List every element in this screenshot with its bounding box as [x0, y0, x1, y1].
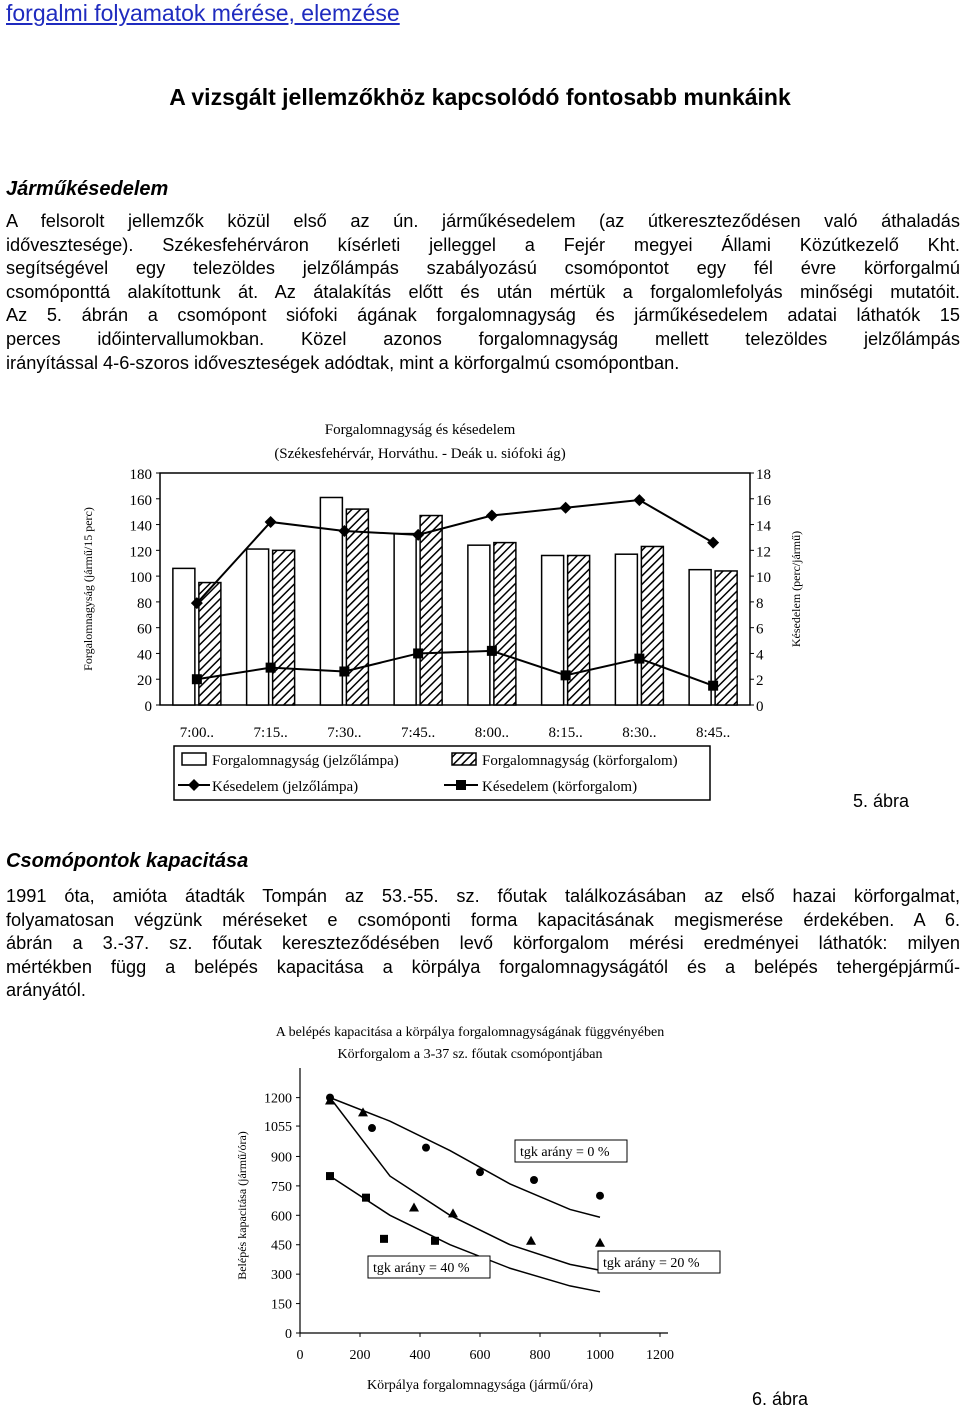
bar-korforgalom — [568, 555, 590, 705]
annotation-label: tgk arány = 20 % — [603, 1256, 700, 1271]
point-tgk-0 — [422, 1144, 430, 1152]
text-line: ábrán a 3.-37. sz. főutak kereszteződésében levő körforgalom mérési eredményei láthatók: milyen — [6, 933, 960, 954]
y-tick-label: 100 — [129, 570, 152, 587]
bar-korforgalom — [199, 583, 221, 705]
point-kesedelem-korforgalom — [266, 663, 276, 673]
text-line: arányától. — [6, 980, 86, 1001]
y-tick-label: 120 — [129, 544, 152, 561]
text-line: A felsorolt jellemzők közül első az ún. járműkésedelem (az útkereszteződésen való áthaladás — [6, 211, 960, 231]
fit-curve — [330, 1098, 600, 1271]
chart-title: Forgalomnagyság és késedelem — [324, 422, 516, 438]
point-kesedelem-korforgalom — [413, 648, 423, 658]
x-tick-label: 1000 — [586, 1348, 614, 1363]
bar-jelzolampa — [615, 554, 637, 705]
legend-swatch-jelzolampa — [182, 753, 206, 765]
point-tgk-0 — [368, 1124, 376, 1132]
y2-tick-label: 16 — [756, 492, 771, 509]
point-tgk-20 — [526, 1236, 536, 1245]
figure-caption-6: 6. ábra — [752, 1389, 809, 1409]
y-tick-label: 750 — [271, 1179, 292, 1195]
y-tick-label: 600 — [271, 1209, 292, 1225]
point-tgk-40 — [380, 1235, 388, 1243]
chart-title: A belépés kapacitása a körpálya forgalomnagyságának függvényében — [275, 1025, 665, 1040]
section-title-jarmukesedelem: Járműkésedelem — [6, 178, 169, 200]
y-axis-label: Forgalomnagyság (jármű/15 perc) — [81, 507, 95, 671]
text-line: mértékben függ a belépés kapacitása a körpálya forgalomnagyságától és a belépés tehergépjármű- — [6, 956, 960, 977]
point-tgk-0 — [530, 1176, 538, 1184]
traffic-delay-chart — [60, 410, 820, 810]
y-axis-label: Belépés kapacitása (jármű/óra) — [235, 1131, 249, 1280]
text-line: folyamatosan végzünk méréseket e csomóponti forma kapacitásának megismerése érdekében. A 6. — [6, 909, 960, 930]
point-kesedelem-korforgalom — [634, 654, 644, 664]
bar-jelzolampa — [542, 555, 564, 705]
y2-tick-label: 8 — [756, 595, 764, 612]
y-tick-label: 300 — [271, 1268, 292, 1284]
point-tgk-0 — [596, 1192, 604, 1200]
y-tick-label: 40 — [137, 647, 152, 664]
text-line: perces időintervallumokban. Közel azonos forgalomnagyság mellett telezöldes jelzőlámpás — [6, 328, 960, 349]
point-tgk-40 — [326, 1172, 334, 1180]
y-tick-label: 160 — [129, 492, 152, 509]
point-tgk-20 — [595, 1238, 605, 1247]
text-line: csomóponttá alakítottunk át. Az átalakítás előtt és után mértük a forgalomlefolyás minőségi mutatóit. — [6, 281, 960, 302]
bar-jelzolampa — [394, 534, 416, 705]
capacity-chart — [220, 1018, 740, 1403]
x-tick-label: 8:00.. — [474, 725, 509, 741]
bar-korforgalom — [494, 543, 516, 705]
y-tick-label: 80 — [137, 595, 152, 612]
x-tick-label: 800 — [529, 1348, 551, 1363]
chart-subtitle: Körforgalom a 3-37 sz. főutak csomópontjában — [337, 1047, 603, 1062]
text-line: segítségével egy telezöldes jelzőlámpás szabályozású csomópontot egy fél évre körforgalmú — [6, 258, 960, 279]
y2-tick-label: 6 — [756, 621, 764, 638]
annotation-label: tgk arány = 0 % — [520, 1145, 610, 1160]
y-tick-label: 0 — [285, 1327, 292, 1342]
legend-marker-korforgalom — [456, 780, 466, 790]
chart-subtitle: (Székesfehérvár, Horváthu. - Deák u. siófoki ág) — [274, 446, 566, 462]
page-title: A vizsgált jellemzőkhöz kapcsolódó fontosabb munkáink — [169, 84, 791, 110]
x-tick-label: 400 — [409, 1348, 431, 1363]
header-link[interactable]: forgalmi folyamatok mérése, elemzése — [6, 0, 400, 26]
legend-swatch-korforgalom — [452, 753, 476, 765]
bar-jelzolampa — [247, 549, 269, 705]
bar-korforgalom — [273, 550, 295, 705]
x-tick-label: 7:00.. — [179, 725, 214, 741]
x-tick-label: 8:15.. — [548, 725, 583, 741]
legend-label: Forgalomnagyság (jelzőlámpa) — [212, 753, 399, 769]
bar-korforgalom — [346, 509, 368, 705]
point-tgk-40 — [431, 1237, 439, 1245]
x-tick-label: 8:30.. — [622, 725, 657, 741]
y2-axis-label: Késedelem (perc/jármű) — [789, 530, 803, 648]
y2-tick-label: 4 — [756, 647, 764, 664]
text-line: 1991 óta, amióta átadták Tompán az 53.-55. sz. főutak találkozásában az első hazai körforgalmat, — [6, 886, 960, 906]
point-kesedelem-korforgalom — [708, 681, 718, 691]
x-tick-label: 7:45.. — [401, 725, 436, 741]
y2-tick-label: 10 — [756, 570, 771, 587]
legend-label: Késedelem (körforgalom) — [482, 779, 638, 795]
figure-caption-5: 5. ábra — [853, 791, 910, 811]
text-line: Az 5. ábrán a csomópont siófoki ágának forgalomnagyság és járműkésedelem adatai láthatók 15 — [6, 305, 960, 326]
y-tick-label: 1200 — [264, 1091, 292, 1107]
legend — [174, 746, 710, 800]
point-tgk-20 — [448, 1208, 458, 1217]
y-tick-label: 1055 — [264, 1120, 292, 1136]
y2-tick-label: 14 — [756, 518, 771, 535]
bar-jelzolampa — [173, 568, 195, 705]
y2-tick-label: 0 — [756, 699, 764, 715]
x-tick-label: 8:45.. — [696, 725, 731, 741]
y2-tick-label: 12 — [756, 544, 771, 561]
section1-paragraph — [6, 210, 960, 375]
x-axis-label: Körpálya forgalomnagysága (jármű/óra) — [367, 1378, 593, 1393]
x-tick-label: 7:15.. — [253, 725, 288, 741]
y-tick-label: 60 — [137, 621, 152, 638]
point-kesedelem-korforgalom — [192, 674, 202, 684]
point-tgk-0 — [476, 1168, 484, 1176]
bar-korforgalom — [641, 546, 663, 705]
y-tick-label: 140 — [129, 518, 152, 535]
bar-korforgalom — [420, 516, 442, 705]
x-tick-label: 7:30.. — [327, 725, 362, 741]
y2-tick-label: 2 — [756, 673, 764, 690]
y-tick-label: 150 — [271, 1297, 292, 1313]
legend-label: Forgalomnagyság (körforgalom) — [482, 753, 678, 769]
text-line: idővesztesége). Székesfehérváron kísérleti jelleggel a Fejér megyei Állami Közútkezelő Kht. — [6, 234, 960, 255]
point-kesedelem-korforgalom — [561, 670, 571, 680]
x-tick-label: 600 — [469, 1348, 491, 1363]
bar-jelzolampa — [468, 545, 490, 705]
y-tick-label: 20 — [137, 673, 152, 690]
x-tick-label: 1200 — [646, 1348, 674, 1363]
point-tgk-20 — [409, 1202, 419, 1211]
section2-paragraph — [6, 885, 960, 1003]
y-tick-label: 0 — [144, 699, 152, 715]
x-tick-label: 200 — [349, 1348, 371, 1363]
x-tick-label: 0 — [296, 1348, 304, 1363]
section-title-csomopontok-kapacitasa: Csomópontok kapacitása — [6, 850, 249, 872]
y2-tick-label: 18 — [756, 467, 771, 483]
y-tick-label: 450 — [271, 1238, 292, 1254]
bar-korforgalom — [715, 571, 737, 705]
text-line: irányítással 4-6-szoros időveszteségek adódtak, mint a körforgalmú csomópontban. — [6, 352, 680, 373]
y-tick-label: 180 — [129, 467, 152, 483]
y-tick-label: 900 — [271, 1150, 292, 1166]
point-kesedelem-korforgalom — [487, 646, 497, 656]
point-tgk-40 — [362, 1194, 370, 1202]
legend-label: Késedelem (jelzőlámpa) — [212, 779, 359, 795]
annotation-label: tgk arány = 40 % — [373, 1261, 470, 1276]
point-kesedelem-korforgalom — [339, 666, 349, 676]
